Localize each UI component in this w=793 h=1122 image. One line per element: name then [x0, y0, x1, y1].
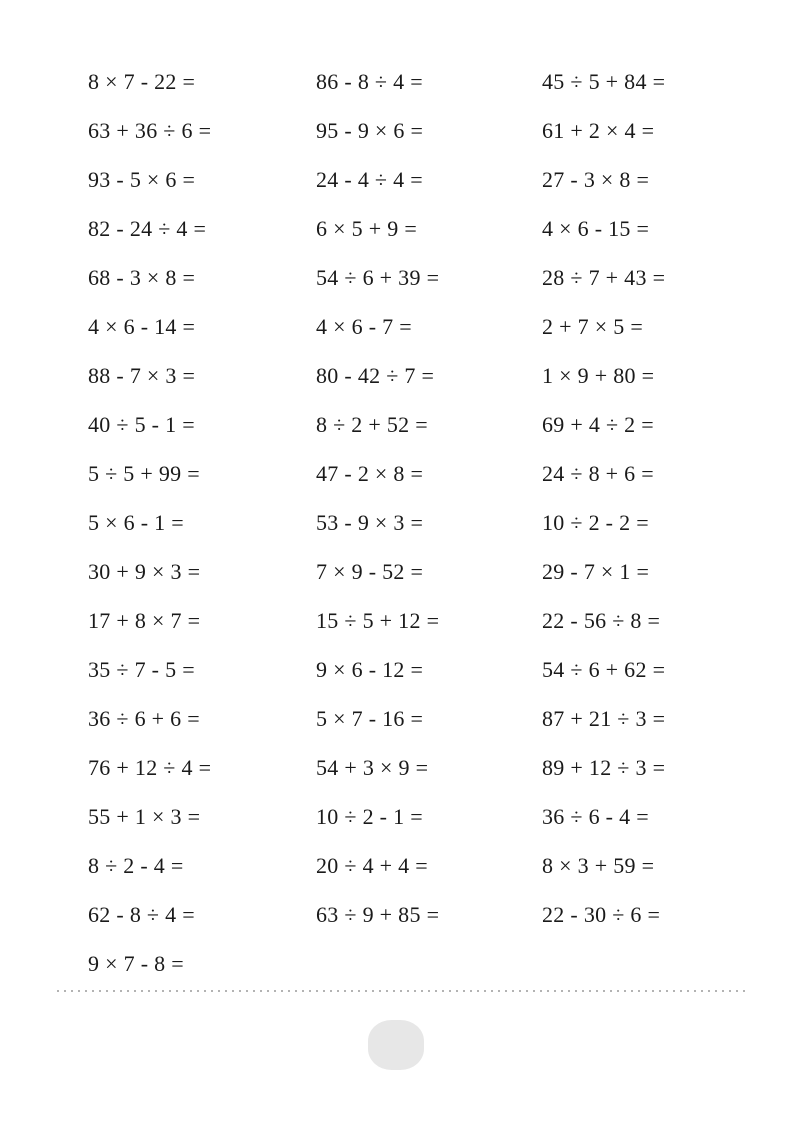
problem-text: 10 ÷ 2 - 2 = — [542, 509, 649, 535]
problem-text: 69 + 4 ÷ 2 = — [542, 411, 654, 437]
problem-text: 4 × 6 - 15 = — [542, 215, 650, 241]
problem-text: 8 ÷ 2 + 52 = — [316, 411, 428, 437]
problem-row — [542, 645, 753, 694]
problem-text: 9 × 6 - 12 = — [316, 656, 424, 682]
problem-row — [88, 890, 316, 939]
problem-row — [88, 302, 316, 351]
problem-row — [542, 547, 753, 596]
problem-text: 80 - 42 ÷ 7 = — [316, 362, 435, 388]
problems-grid — [88, 57, 753, 988]
problem-text: 36 ÷ 6 + 6 = — [88, 705, 200, 731]
problem-text: 8 ÷ 2 - 4 = — [88, 852, 184, 878]
problem-row — [88, 841, 316, 890]
problems-column-2 — [316, 57, 542, 988]
problem-text: 10 ÷ 2 - 1 = — [316, 803, 423, 829]
problem-row — [542, 596, 753, 645]
problem-text: 30 + 9 × 3 = — [88, 558, 201, 584]
problem-text: 54 + 3 × 9 = — [316, 754, 429, 780]
problem-text: 9 × 7 - 8 = — [88, 950, 184, 976]
problem-row — [542, 57, 753, 106]
problem-row — [542, 743, 753, 792]
problem-text: 24 ÷ 8 + 6 = — [542, 460, 654, 486]
problem-text: 63 + 36 ÷ 6 = — [88, 117, 212, 143]
problem-row — [316, 302, 542, 351]
dotted-divider — [57, 990, 747, 992]
problem-row — [316, 155, 542, 204]
problem-row — [88, 792, 316, 841]
problem-text: 7 × 9 - 52 = — [316, 558, 424, 584]
problem-text: 47 - 2 × 8 = — [316, 460, 424, 486]
problem-row — [316, 253, 542, 302]
problem-text: 1 × 9 + 80 = — [542, 362, 655, 388]
problem-row — [88, 155, 316, 204]
problem-row — [316, 351, 542, 400]
problem-text: 36 ÷ 6 - 4 = — [542, 803, 649, 829]
problem-text: 40 ÷ 5 - 1 = — [88, 411, 195, 437]
problem-text: 82 - 24 ÷ 4 = — [88, 215, 207, 241]
problem-text: 2 + 7 × 5 = — [542, 313, 644, 339]
problem-text: 88 - 7 × 3 = — [88, 362, 196, 388]
problem-text: 8 × 3 + 59 = — [542, 852, 655, 878]
problem-text: 55 + 1 × 3 = — [88, 803, 201, 829]
problem-text: 22 - 56 ÷ 8 = — [542, 607, 661, 633]
problem-row — [316, 694, 542, 743]
problem-row — [542, 694, 753, 743]
problem-row — [542, 400, 753, 449]
problem-row — [88, 204, 316, 253]
problem-row — [542, 498, 753, 547]
problem-text: 5 ÷ 5 + 99 = — [88, 460, 200, 486]
problems-column-1 — [88, 57, 316, 988]
problem-text: 17 + 8 × 7 = — [88, 607, 201, 633]
problem-text: 4 × 6 - 14 = — [88, 313, 196, 339]
problem-row — [88, 939, 316, 988]
problem-text: 76 + 12 ÷ 4 = — [88, 754, 212, 780]
problem-text: 68 - 3 × 8 = — [88, 264, 196, 290]
problem-text: 20 ÷ 4 + 4 = — [316, 852, 428, 878]
problem-text: 22 - 30 ÷ 6 = — [542, 901, 661, 927]
problem-row — [542, 351, 753, 400]
problem-row — [316, 498, 542, 547]
problem-row — [316, 743, 542, 792]
problem-row — [542, 890, 753, 939]
problem-text: 63 ÷ 9 + 85 = — [316, 901, 440, 927]
problem-text: 54 ÷ 6 + 62 = — [542, 656, 666, 682]
problem-row — [316, 106, 542, 155]
problem-text: 6 × 5 + 9 = — [316, 215, 418, 241]
problem-row — [88, 57, 316, 106]
problem-text: 5 × 7 - 16 = — [316, 705, 424, 731]
problem-row — [316, 841, 542, 890]
problem-text: 8 × 7 - 22 = — [88, 68, 196, 94]
problem-row — [316, 890, 542, 939]
problem-row — [88, 694, 316, 743]
problem-text: 61 + 2 × 4 = — [542, 117, 655, 143]
problem-row — [88, 498, 316, 547]
problem-text: 4 × 6 - 7 = — [316, 313, 412, 339]
problem-text: 35 ÷ 7 - 5 = — [88, 656, 195, 682]
problem-row — [88, 645, 316, 694]
problems-column-3 — [542, 57, 753, 988]
problem-row — [316, 204, 542, 253]
problem-row — [542, 253, 753, 302]
problem-text: 5 × 6 - 1 = — [88, 509, 184, 535]
problem-row — [542, 449, 753, 498]
problem-row — [316, 645, 542, 694]
problem-text: 28 ÷ 7 + 43 = — [542, 264, 666, 290]
problem-row — [542, 792, 753, 841]
problem-text: 24 - 4 ÷ 4 = — [316, 166, 423, 192]
problem-row — [316, 400, 542, 449]
problem-text: 62 - 8 ÷ 4 = — [88, 901, 195, 927]
problem-row — [88, 596, 316, 645]
problem-text: 87 + 21 ÷ 3 = — [542, 705, 666, 731]
problem-row — [316, 596, 542, 645]
problem-text: 54 ÷ 6 + 39 = — [316, 264, 440, 290]
problem-text: 27 - 3 × 8 = — [542, 166, 650, 192]
problem-row — [88, 351, 316, 400]
problem-row — [88, 743, 316, 792]
problem-row — [542, 204, 753, 253]
problem-text: 86 - 8 ÷ 4 = — [316, 68, 423, 94]
problem-row — [88, 547, 316, 596]
problem-row — [542, 106, 753, 155]
problem-row — [88, 253, 316, 302]
problem-text: 45 ÷ 5 + 84 = — [542, 68, 666, 94]
problem-row — [542, 302, 753, 351]
problem-text: 15 ÷ 5 + 12 = — [316, 607, 440, 633]
problem-text: 95 - 9 × 6 = — [316, 117, 424, 143]
problem-text: 89 + 12 ÷ 3 = — [542, 754, 666, 780]
problem-row — [88, 449, 316, 498]
problem-row — [542, 155, 753, 204]
problem-row — [88, 400, 316, 449]
problem-row — [542, 841, 753, 890]
problem-row — [88, 106, 316, 155]
problem-text: 53 - 9 × 3 = — [316, 509, 424, 535]
problem-row — [316, 449, 542, 498]
problem-row — [316, 57, 542, 106]
problem-text: 93 - 5 × 6 = — [88, 166, 196, 192]
problem-row — [316, 792, 542, 841]
page-indicator-oval — [368, 1020, 424, 1070]
problem-text: 29 - 7 × 1 = — [542, 558, 650, 584]
problem-row — [316, 547, 542, 596]
